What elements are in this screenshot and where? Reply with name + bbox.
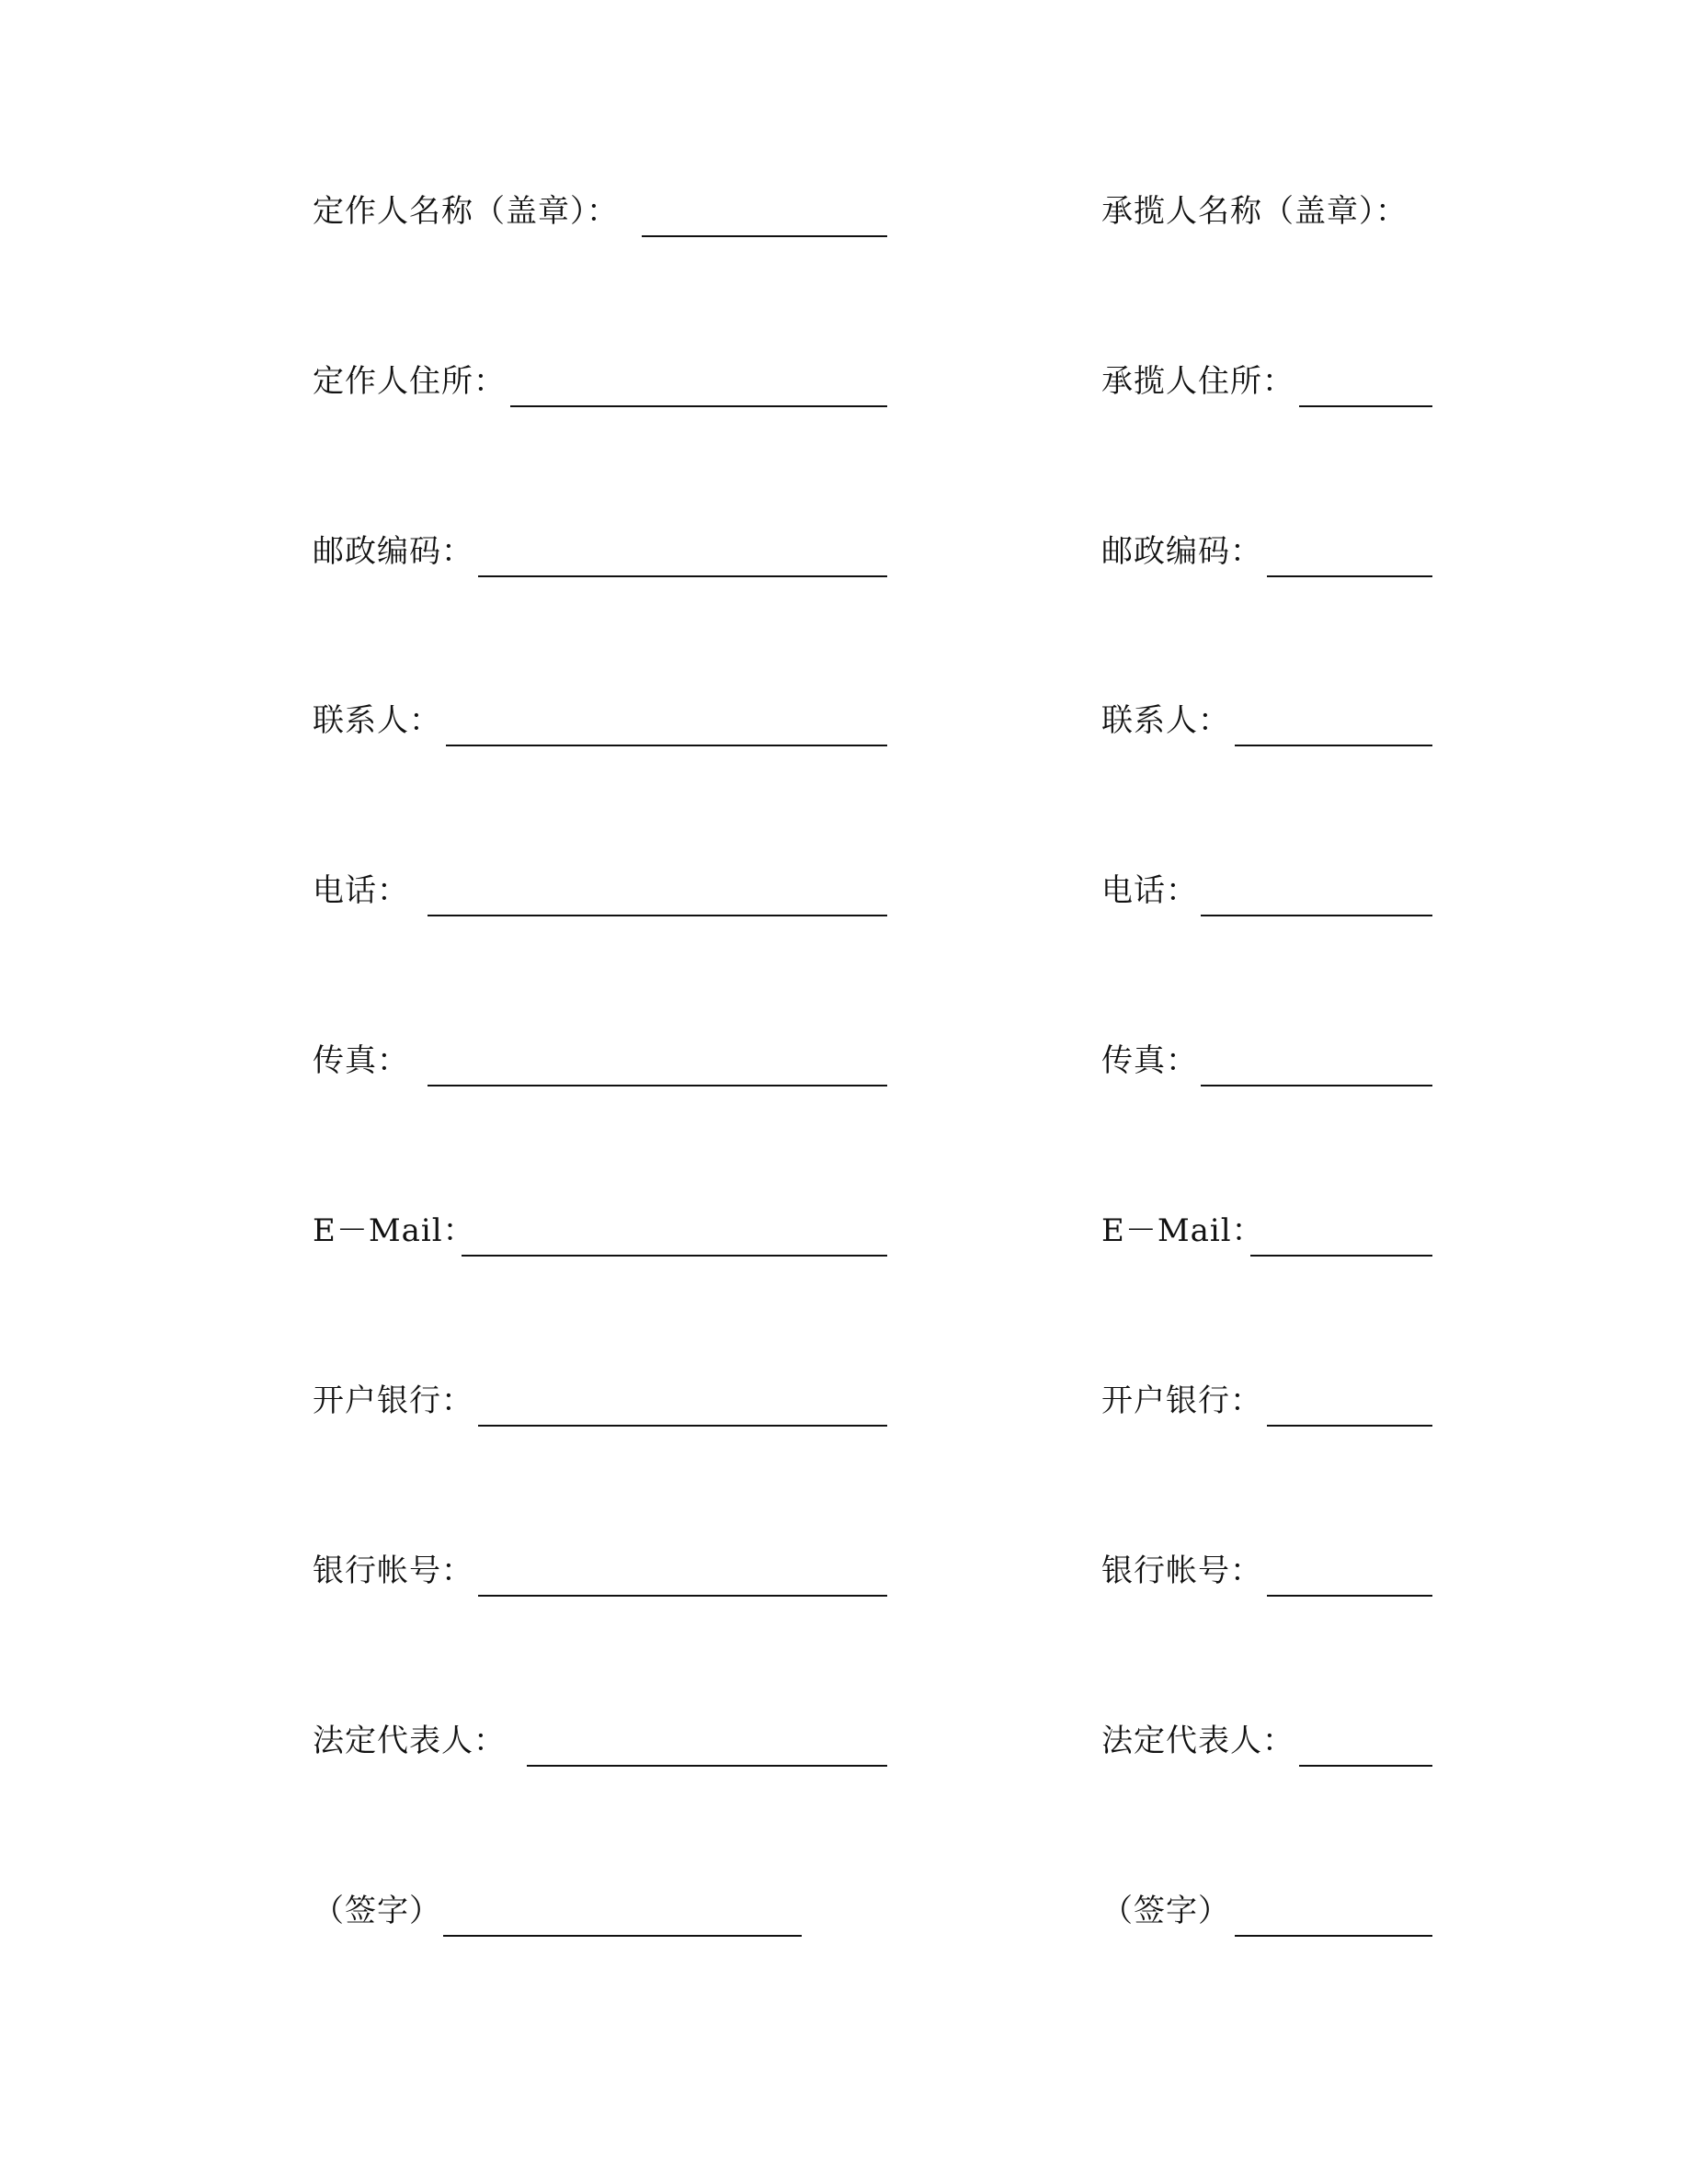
right-postcode-field <box>1101 522 1432 577</box>
left-fax-blank[interactable] <box>428 1085 887 1086</box>
right-bank-blank[interactable] <box>1267 1425 1432 1427</box>
right-legal-rep-blank[interactable] <box>1299 1765 1432 1767</box>
left-address-blank[interactable] <box>510 405 887 407</box>
right-fax-label: 传真： <box>1101 1042 1198 1079</box>
left-phone-label: 电话： <box>313 872 409 909</box>
left-bank-blank[interactable] <box>478 1425 887 1427</box>
left-legal-rep-blank[interactable] <box>527 1765 887 1767</box>
right-email-field <box>1101 1201 1432 1257</box>
right-email-label: E－Mail： <box>1101 1212 1264 1249</box>
right-address-field <box>1101 352 1432 407</box>
left-address-label: 定作人住所： <box>313 363 506 400</box>
right-legal-rep-field <box>1101 1712 1432 1767</box>
right-phone-blank[interactable] <box>1201 915 1432 916</box>
left-legal-rep-field <box>313 1712 887 1767</box>
right-account-blank[interactable] <box>1267 1595 1432 1597</box>
left-name-blank[interactable] <box>642 235 887 237</box>
right-account-label: 银行帐号： <box>1101 1553 1262 1589</box>
right-address-blank[interactable] <box>1299 405 1432 407</box>
left-bank-label: 开户银行： <box>313 1382 473 1419</box>
left-contact-field <box>313 691 887 746</box>
right-phone-label: 电话： <box>1101 872 1198 909</box>
right-address-label: 承揽人住所： <box>1101 363 1295 400</box>
left-signature-field <box>313 1882 887 1937</box>
right-contact-blank[interactable] <box>1235 745 1432 746</box>
right-email-blank[interactable] <box>1250 1255 1432 1257</box>
right-signature-field <box>1101 1882 1432 1937</box>
right-bank-label: 开户银行： <box>1101 1382 1262 1419</box>
right-account-field <box>1101 1541 1432 1597</box>
left-phone-blank[interactable] <box>428 915 887 916</box>
left-email-blank[interactable] <box>462 1255 887 1257</box>
right-postcode-label: 邮政编码： <box>1101 533 1262 570</box>
right-contact-field <box>1101 691 1432 746</box>
left-postcode-field <box>313 522 887 577</box>
left-name-field <box>313 182 887 237</box>
left-account-label: 银行帐号： <box>313 1553 473 1589</box>
left-legal-rep-label: 法定代表人： <box>313 1723 506 1759</box>
left-email-label: E－Mail： <box>313 1212 475 1249</box>
left-postcode-blank[interactable] <box>478 575 887 577</box>
left-fax-label: 传真： <box>313 1042 409 1079</box>
left-name-label: 定作人名称（盖章）： <box>313 193 619 230</box>
left-address-field <box>313 352 887 407</box>
right-name-field <box>1101 182 1432 237</box>
right-fax-field <box>1101 1031 1432 1086</box>
left-signature-blank[interactable] <box>443 1935 802 1937</box>
left-account-blank[interactable] <box>478 1595 887 1597</box>
left-contact-blank[interactable] <box>446 745 887 746</box>
right-name-label: 承揽人名称（盖章）： <box>1101 193 1408 230</box>
right-phone-field <box>1101 861 1432 916</box>
left-signature-label: （签字） <box>313 1893 441 1929</box>
right-bank-field <box>1101 1371 1432 1427</box>
left-account-field <box>313 1541 887 1597</box>
left-email-field <box>313 1201 887 1257</box>
right-signature-label: （签字） <box>1101 1893 1230 1929</box>
right-legal-rep-label: 法定代表人： <box>1101 1723 1295 1759</box>
left-postcode-label: 邮政编码： <box>313 533 473 570</box>
left-bank-field <box>313 1371 887 1427</box>
left-fax-field <box>313 1031 887 1086</box>
left-phone-field <box>313 861 887 916</box>
right-fax-blank[interactable] <box>1201 1085 1432 1086</box>
right-postcode-blank[interactable] <box>1267 575 1432 577</box>
left-contact-label: 联系人： <box>313 702 441 739</box>
right-signature-blank[interactable] <box>1235 1935 1432 1937</box>
right-contact-label: 联系人： <box>1101 702 1230 739</box>
